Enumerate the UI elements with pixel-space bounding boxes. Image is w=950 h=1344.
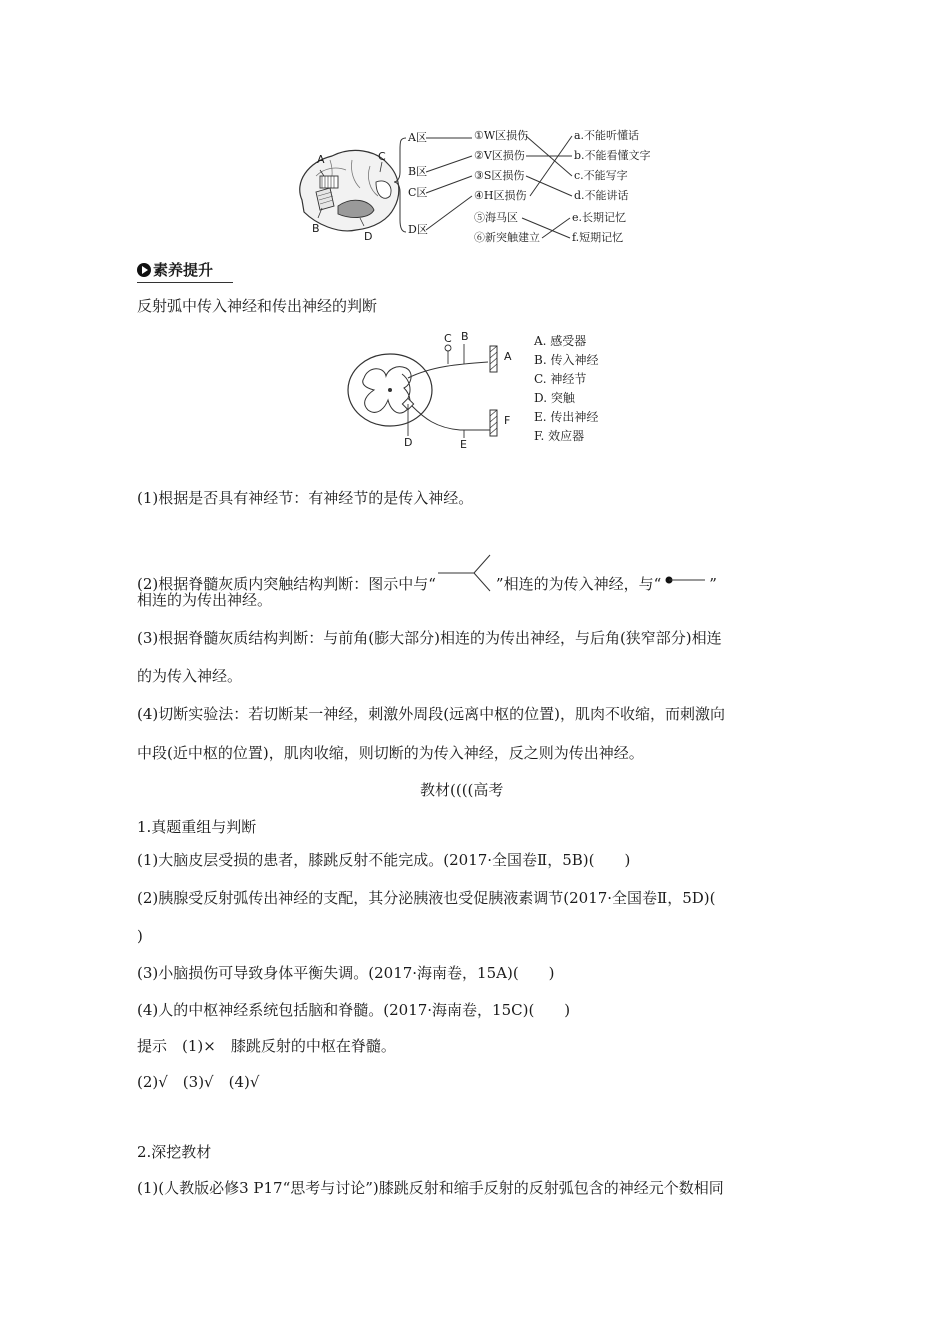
reflex-letter-b: B — [461, 330, 469, 343]
brain-figure — [290, 120, 660, 250]
zone-b: B区 — [408, 165, 428, 178]
paragraph-3-line-1: (3)根据脊髓灰质结构判断：与前角(膨大部分)相连的为传出神经，与后角(狭窄部分)相连 — [137, 629, 722, 647]
reflex-legend — [534, 332, 598, 446]
question-heading-2: 2.深挖教材 — [137, 1143, 212, 1161]
reflex-letter-d: D — [404, 436, 413, 449]
synapse-dot-icon — [663, 575, 707, 585]
injury-6: ⑥新突触建立 — [474, 231, 540, 244]
zone-d: D区 — [408, 223, 428, 236]
zone-a: A区 — [408, 131, 427, 144]
brain-label-c: C — [378, 150, 386, 163]
center-heading: 教材((((高考 — [420, 781, 504, 799]
reflex-letter-e: E — [460, 438, 467, 451]
paragraph-2-part-c: ” — [709, 575, 717, 593]
legend-item-c: C. 神经节 — [534, 372, 587, 386]
paragraph-2-line-2: 相连的为传出神经。 — [137, 591, 273, 609]
question-4: (4)人的中枢神经系统包括脑和脊髓。(2017·海南卷，15C)( ) — [137, 1001, 571, 1019]
question-1: (1)大脑皮层受损的患者，膝跳反射不能完成。(2017·全国卷Ⅱ，5B)( ) — [137, 851, 631, 869]
question-5: (1)(人教版必修3 P17“思考与讨论”)膝跳反射和缩手反射的反射弧包含的神经元个数相同 — [137, 1179, 724, 1197]
injury-1: ①W区损伤 — [474, 129, 529, 142]
legend-item-f: F. 效应器 — [534, 429, 585, 443]
legend-item-e: E. 传出神经 — [534, 410, 599, 424]
paragraph-4-line-2: 中段(近中枢的位置)，肌肉收缩，则切断的为传入神经，反之则为传出神经。 — [137, 744, 644, 762]
paragraph-1: (1)根据是否具有神经节：有神经节的是传入神经。 — [137, 489, 474, 507]
symptom-a: a.不能听懂话 — [574, 129, 640, 142]
answer-list: (2)√ (3)√ (4)√ — [137, 1073, 260, 1091]
symptom-c: c.不能写字 — [574, 169, 628, 182]
legend-item-a: A. 感受器 — [534, 334, 587, 348]
symptom-f: f.短期记忆 — [572, 231, 624, 244]
paragraph-2-line-1 — [137, 553, 717, 594]
reflex-letter-f: F — [504, 414, 511, 427]
section-divider — [137, 282, 233, 283]
question-2-line-2: ) — [137, 927, 143, 945]
paragraph-2-part-b: ”相连的为传入神经，与“ — [495, 575, 662, 593]
paragraph-2-part-a: (2)根据脊髓灰质内突触结构判断：图示中与“ — [137, 575, 436, 593]
symptom-b: b.不能看懂文字 — [574, 149, 651, 162]
symptom-e: e.长期记忆 — [572, 211, 627, 224]
section-title: 素养提升 — [153, 261, 214, 279]
spinal-cord-drawing — [340, 328, 520, 453]
zone-c: C区 — [408, 186, 428, 199]
injury-3: ③S区损伤 — [474, 169, 525, 182]
play-icon — [137, 263, 151, 277]
section-heading — [137, 260, 213, 280]
brain-label-a: A — [317, 153, 325, 166]
answer-tip: 提示 (1)× 膝跳反射的中枢在脊髓。 — [137, 1037, 396, 1055]
paragraph-4-line-1: (4)切断实验法：若切断某一神经，刺激外周段(远离中枢的位置)，肌肉不收缩，而刺激向 — [137, 705, 725, 723]
injury-5: ⑤海马区 — [474, 211, 518, 224]
injury-4: ④H区损伤 — [474, 189, 527, 202]
paragraph-3-line-2: 的为传入神经。 — [137, 667, 243, 685]
symptom-d: d.不能讲话 — [574, 189, 629, 202]
injury-2: ②V区损伤 — [474, 149, 525, 162]
brain-label-d: D — [364, 230, 373, 243]
question-heading-1: 1.真题重组与判断 — [137, 818, 257, 836]
reflex-letter-c: C — [444, 332, 452, 345]
reflex-arc-figure — [340, 328, 620, 453]
brain-label-b: B — [312, 222, 320, 235]
synapse-fork-icon — [438, 553, 494, 593]
question-2-line-1: (2)胰腺受反射弧传出神经的支配，其分泌胰液也受促胰液素调节(2017·全国卷Ⅱ，5D)( — [137, 889, 716, 907]
reflex-intro: 反射弧中传入神经和传出神经的判断 — [137, 297, 378, 315]
reflex-letter-a: A — [504, 350, 512, 363]
legend-item-d: D. 突触 — [534, 391, 575, 405]
question-3: (3)小脑损伤可导致身体平衡失调。(2017·海南卷，15A)( ) — [137, 964, 555, 982]
legend-item-b: B. 传入神经 — [534, 353, 599, 367]
